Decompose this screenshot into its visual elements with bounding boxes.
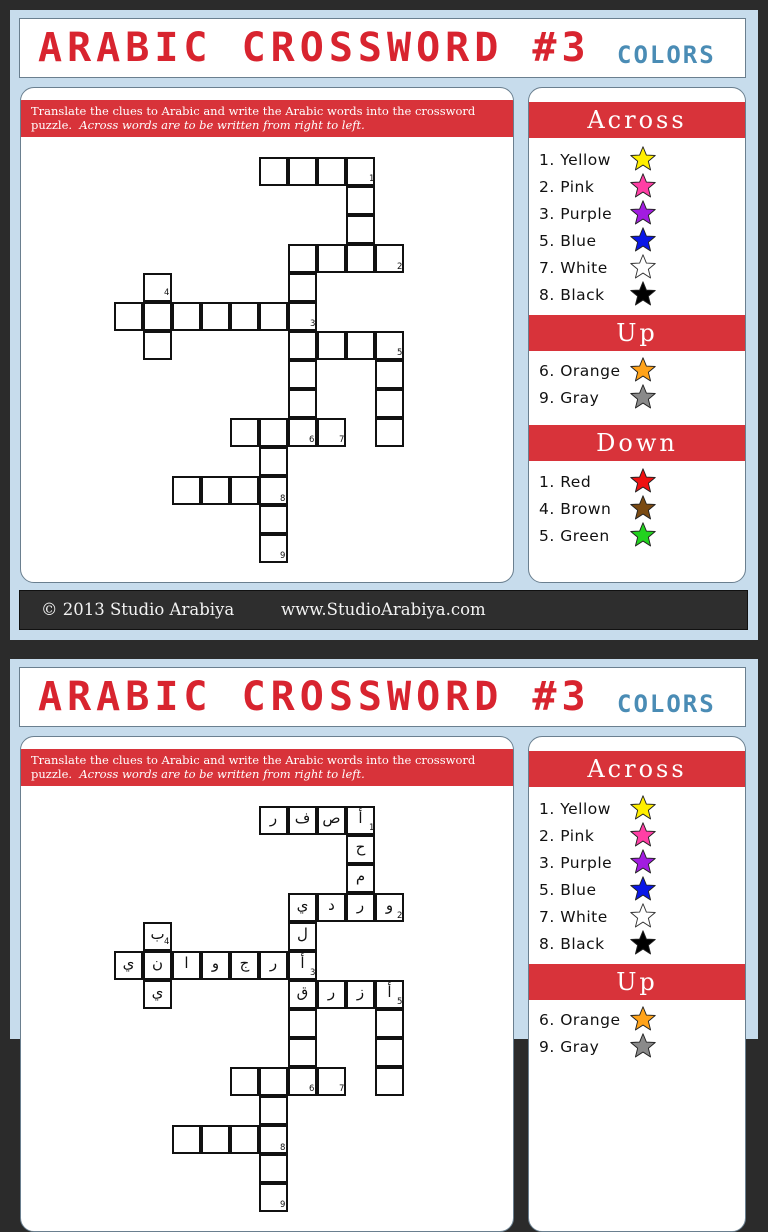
clue-label: 5. Blue <box>539 881 597 899</box>
clue-number: 3 <box>310 319 316 329</box>
grid-cell[interactable] <box>259 1154 288 1183</box>
page-subtitle: COLORS <box>617 690 716 718</box>
answer-letter: أ <box>358 809 363 827</box>
grid-cell[interactable] <box>375 418 404 447</box>
title-bar <box>19 667 746 727</box>
clue-number: 7 <box>339 1084 345 1094</box>
clue-label: 8. Black <box>539 935 605 953</box>
page-subtitle: COLORS <box>617 41 716 69</box>
clue-label: 2. Pink <box>539 178 595 196</box>
answer-letter: ل <box>297 925 308 943</box>
clue-label: 6. Orange <box>539 362 621 380</box>
clue-label: 2. Pink <box>539 827 595 845</box>
clue-label: 3. Purple <box>539 854 613 872</box>
grid-cell[interactable] <box>317 331 346 360</box>
instructions-direction: Across words are to be written from right to left. <box>79 118 365 132</box>
worksheet-blank <box>10 10 758 640</box>
grid-cell[interactable] <box>259 1096 288 1125</box>
answer-letter: ص <box>322 809 341 827</box>
instructions-line-1: Translate the clues to Arabic and write the Arabic words into the crossword <box>31 753 476 767</box>
clue-number: 8 <box>280 494 286 504</box>
grid-cell[interactable] <box>288 331 317 360</box>
instructions-line-1: Translate the clues to Arabic and write the Arabic words into the crossword <box>31 104 476 118</box>
worksheet-answer-key <box>10 659 758 1210</box>
grid-cell[interactable] <box>346 215 375 244</box>
instructions-direction: Across words are to be written from right to left. <box>79 767 365 781</box>
title-bar <box>19 18 746 78</box>
page-title: ARABIC CROSSWORD #3 <box>38 674 591 720</box>
instructions-puzzle: puzzle. <box>31 118 73 132</box>
answer-letter: أ <box>387 983 392 1001</box>
clue-number: 1 <box>369 823 375 833</box>
star-icon <box>629 1032 657 1064</box>
clue-label: 4. Brown <box>539 500 612 518</box>
grid-cell[interactable] <box>259 302 288 331</box>
grid-cell[interactable] <box>259 418 288 447</box>
clue-item <box>539 286 739 312</box>
grid-cell[interactable] <box>230 418 259 447</box>
star-icon <box>629 383 657 415</box>
grid-cell[interactable] <box>346 244 375 273</box>
answer-letter: م <box>355 867 366 885</box>
answer-letter: ح <box>355 838 366 856</box>
clue-number: 2 <box>397 262 403 272</box>
grid-cell[interactable] <box>259 157 288 186</box>
clues-panel <box>528 87 746 583</box>
clue-label: 5. Green <box>539 527 610 545</box>
clue-number: 1 <box>369 174 375 184</box>
answer-letter: د <box>328 896 335 914</box>
grid-cell[interactable] <box>288 389 317 418</box>
clue-number: 4 <box>164 937 170 947</box>
star-icon <box>629 280 657 312</box>
star-icon <box>629 521 657 553</box>
grid-cell[interactable] <box>230 302 259 331</box>
grid-cell[interactable] <box>288 1038 317 1067</box>
grid-cell[interactable] <box>259 505 288 534</box>
grid-cell[interactable] <box>259 1067 288 1096</box>
grid-cell[interactable] <box>114 302 143 331</box>
answer-letter: ا <box>184 954 189 972</box>
grid-cell[interactable] <box>230 1067 259 1096</box>
clue-number: 7 <box>339 435 345 445</box>
puzzle-panel <box>20 87 514 583</box>
clue-label: 6. Orange <box>539 1011 621 1029</box>
grid-cell[interactable] <box>346 331 375 360</box>
grid-cell[interactable] <box>375 1038 404 1067</box>
clue-label: 1. Red <box>539 473 592 491</box>
answer-letter: ر <box>269 954 278 972</box>
clue-number: 5 <box>397 997 403 1007</box>
clue-label: 9. Gray <box>539 1038 600 1056</box>
grid-cell[interactable] <box>230 1125 259 1154</box>
clue-item <box>539 1038 739 1064</box>
clue-label: 7. White <box>539 259 608 277</box>
answer-letter: ز <box>356 983 365 1001</box>
across-header: Across <box>529 102 745 138</box>
answer-letter: و <box>211 954 220 972</box>
clue-label: 1. Yellow <box>539 800 611 818</box>
grid-cell[interactable] <box>317 244 346 273</box>
clue-label: 5. Blue <box>539 232 597 250</box>
clue-label: 3. Purple <box>539 205 613 223</box>
grid-cell[interactable] <box>230 476 259 505</box>
answer-letter: ف <box>294 809 311 827</box>
up-header: Up <box>529 315 745 351</box>
answer-letter: ج <box>239 954 250 972</box>
clue-number: 5 <box>397 348 403 358</box>
footer <box>19 590 748 630</box>
crossword-grid[interactable] <box>21 88 513 582</box>
instructions-puzzle: puzzle. <box>31 767 73 781</box>
grid-cell[interactable] <box>201 1125 230 1154</box>
page-title: ARABIC CROSSWORD #3 <box>38 25 591 71</box>
up-header: Up <box>529 964 745 1000</box>
clue-label: 1. Yellow <box>539 151 611 169</box>
grid-cell[interactable] <box>172 1125 201 1154</box>
answer-letter: ر <box>269 809 278 827</box>
grid-cell[interactable] <box>375 360 404 389</box>
answer-letter: ي <box>296 896 309 914</box>
clue-number: 8 <box>280 1143 286 1153</box>
clue-item <box>539 527 739 553</box>
grid-cell[interactable] <box>288 360 317 389</box>
grid-cell[interactable] <box>143 331 172 360</box>
grid-cell[interactable] <box>317 157 346 186</box>
grid-cell[interactable] <box>288 157 317 186</box>
clues-panel <box>528 736 746 1232</box>
grid-cell[interactable] <box>259 447 288 476</box>
across-header: Across <box>529 751 745 787</box>
clue-item <box>539 935 739 961</box>
grid-cell[interactable] <box>288 273 317 302</box>
clue-number: 4 <box>164 288 170 298</box>
grid-cell[interactable] <box>143 302 172 331</box>
answer-letter: ي <box>151 983 164 1001</box>
clue-number: 3 <box>310 968 316 978</box>
copyright-text: © 2013 Studio Arabiya <box>41 600 235 619</box>
clue-label: 9. Gray <box>539 389 600 407</box>
clue-item <box>539 389 739 415</box>
answer-letter: و <box>385 896 394 914</box>
answer-letter: أ <box>300 954 305 972</box>
answer-letter: ب <box>150 925 165 943</box>
down-header: Down <box>529 425 745 461</box>
puzzle-panel <box>20 736 514 1232</box>
crossword-grid-answers[interactable] <box>21 737 513 1231</box>
website-link[interactable]: www.StudioArabiya.com <box>281 600 486 619</box>
answer-letter: ن <box>151 954 163 972</box>
clue-number: 6 <box>309 435 315 445</box>
clue-number: 2 <box>397 911 403 921</box>
clue-label: 7. White <box>539 908 608 926</box>
grid-cell[interactable] <box>288 244 317 273</box>
answer-letter: ق <box>296 983 309 1001</box>
grid-cell[interactable] <box>375 1067 404 1096</box>
answer-letter: ر <box>356 896 365 914</box>
grid-cell[interactable] <box>375 389 404 418</box>
clue-number: 9 <box>280 1200 286 1210</box>
grid-cell[interactable] <box>172 476 201 505</box>
grid-cell[interactable] <box>201 476 230 505</box>
answer-letter: ر <box>327 983 336 1001</box>
clue-number: 9 <box>280 551 286 561</box>
clue-number: 6 <box>309 1084 315 1094</box>
grid-cell[interactable] <box>172 302 201 331</box>
star-icon <box>629 929 657 961</box>
clue-label: 8. Black <box>539 286 605 304</box>
grid-cell[interactable] <box>346 186 375 215</box>
answer-letter: ي <box>122 954 135 972</box>
grid-cell[interactable] <box>201 302 230 331</box>
